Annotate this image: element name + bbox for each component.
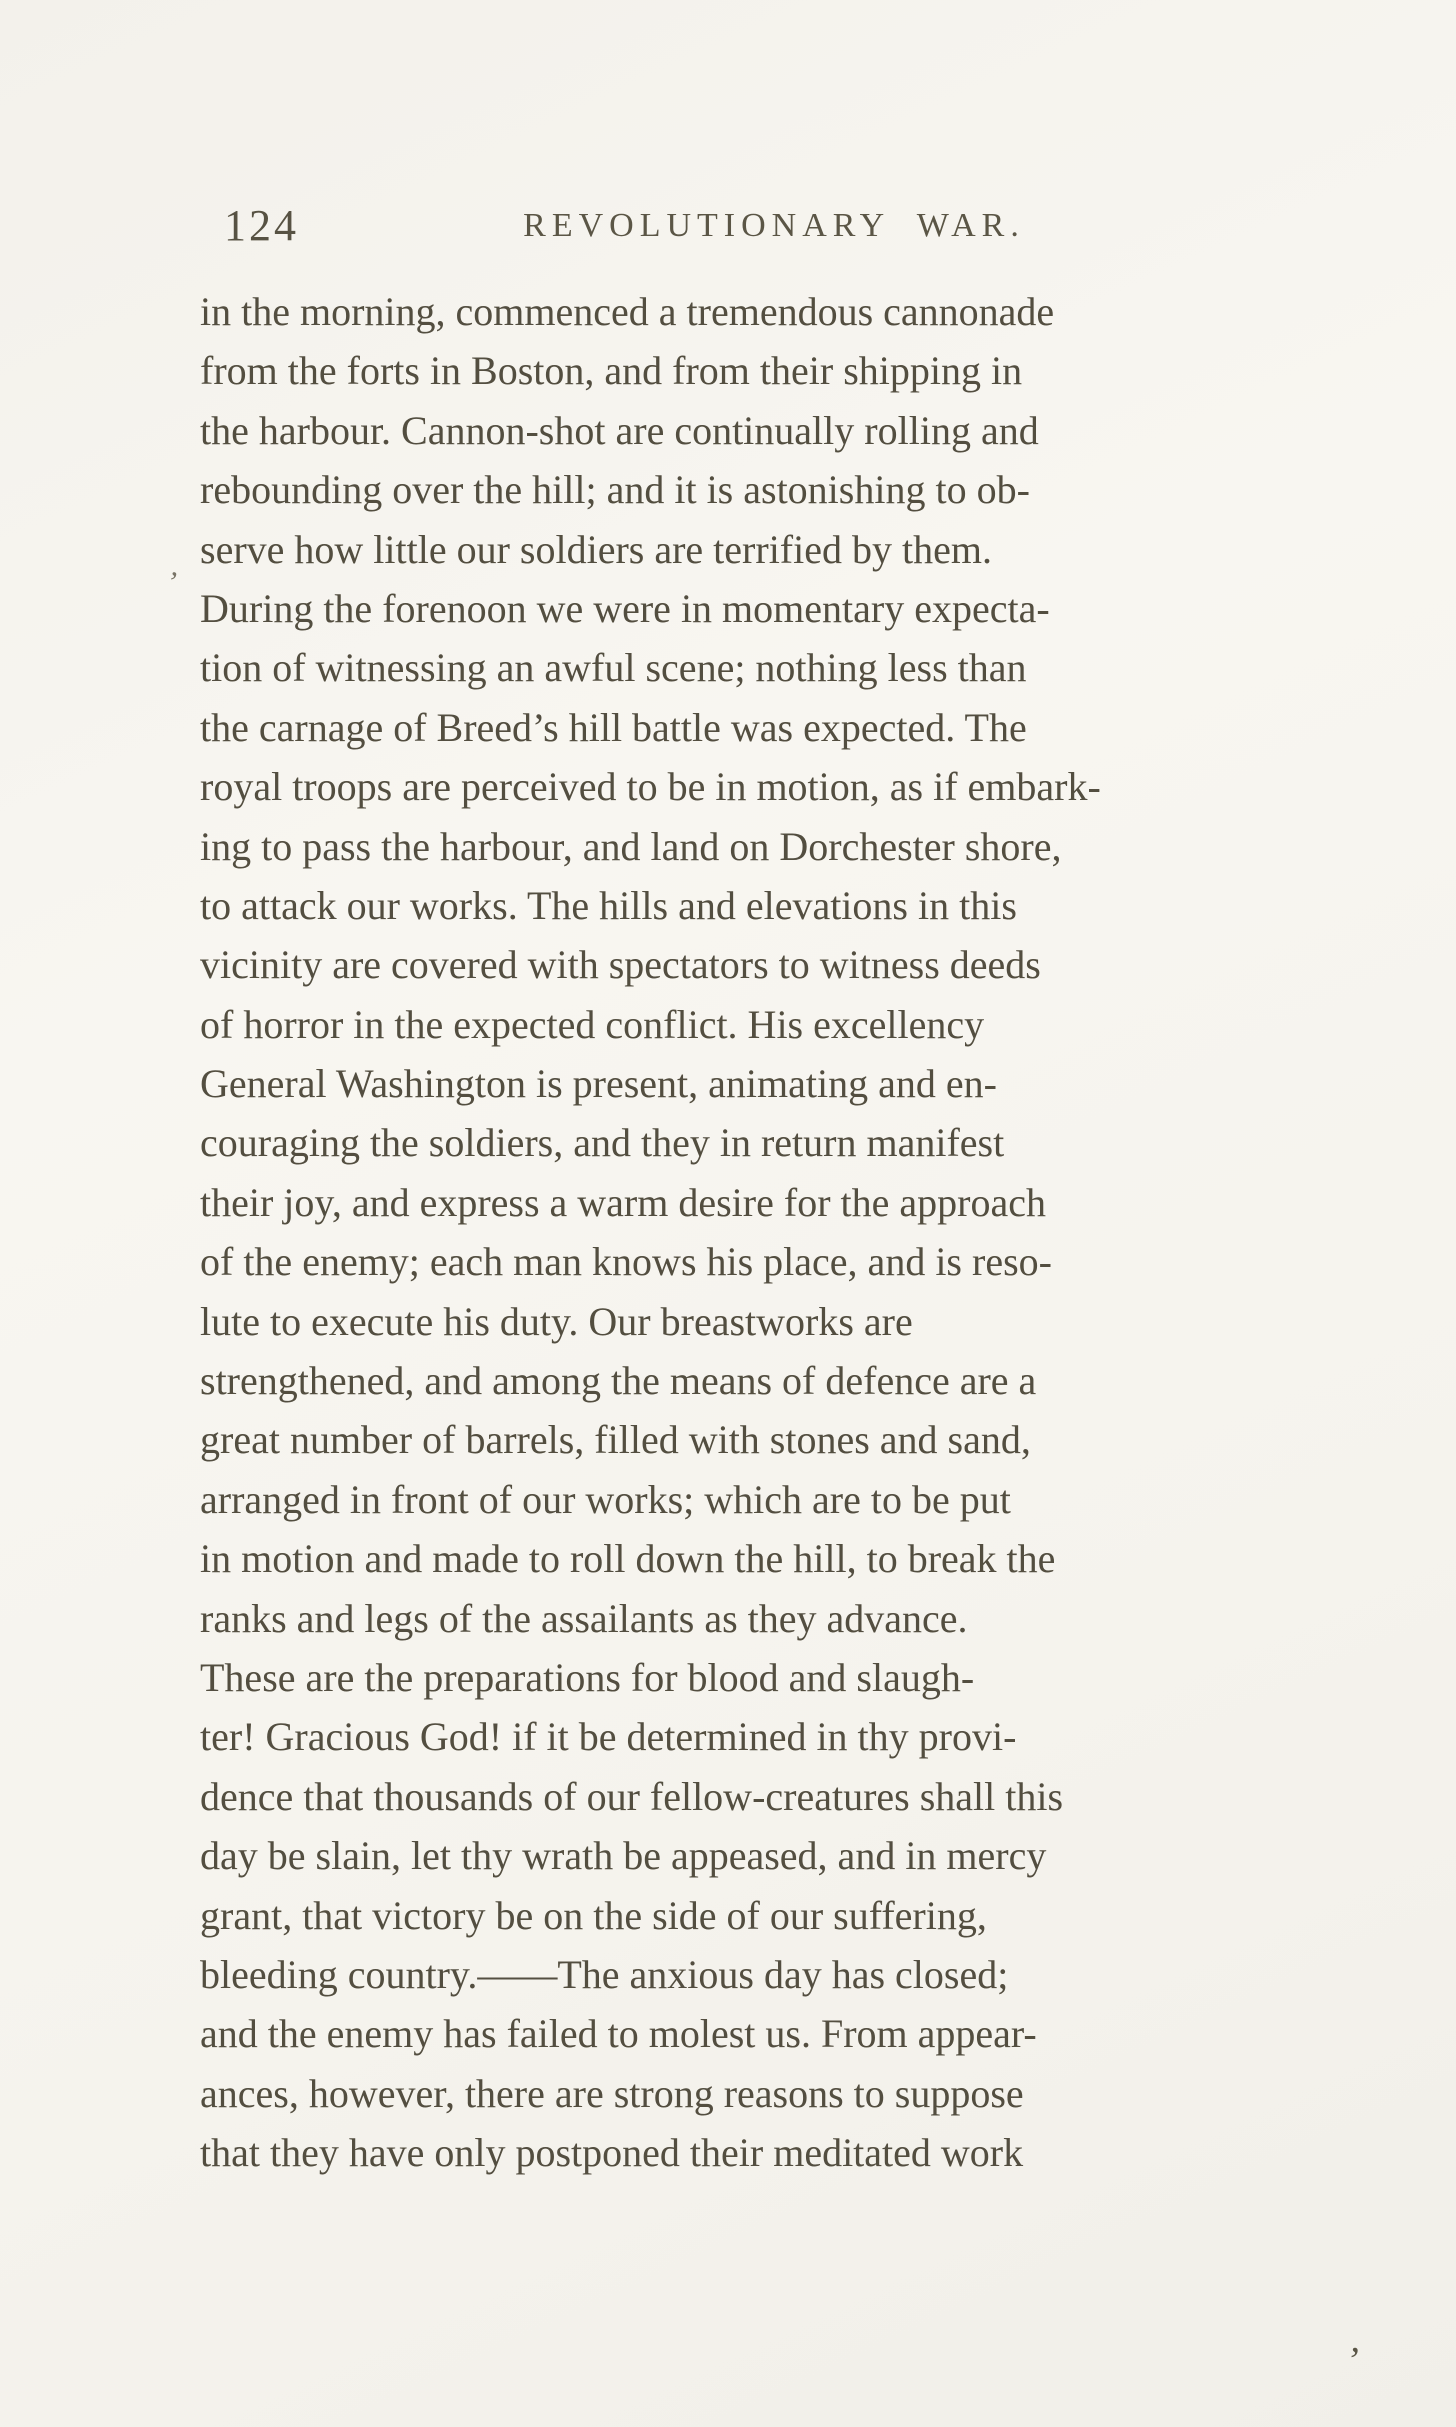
- margin-ink-speck: ’: [165, 565, 181, 600]
- page-number: 124: [224, 201, 299, 250]
- text-line: bleeding country.——The anxious day has closed;: [200, 1951, 1009, 1997]
- text-line: the carnage of Breed’s hill battle was expected. The: [200, 704, 1027, 750]
- text-line: serve how little our soldiers are terrified by them.: [200, 526, 992, 572]
- text-line: to attack our works. The hills and elevations in this: [200, 882, 1017, 928]
- text-line: of the enemy; each man knows his place, and is reso-: [200, 1239, 1052, 1285]
- text-line: ances, however, there are strong reasons to suppose: [200, 2070, 1024, 2116]
- text-line: royal troops are perceived to be in motion, as if embark-: [200, 764, 1101, 810]
- text-line: and the enemy has failed to molest us. From appear-: [200, 2011, 1037, 2057]
- text-line: rebounding over the hill; and it is astonishing to ob-: [200, 467, 1030, 513]
- text-line: During the forenoon we were in momentary expecta-: [200, 585, 1050, 631]
- text-line: tion of witnessing an awful scene; nothing less than: [200, 645, 1027, 691]
- text-line: grant, that victory be on the side of our suffering,: [200, 1892, 987, 1938]
- text-line: arranged in front of our works; which are to be put: [200, 1476, 1011, 1522]
- text-line: from the forts in Boston, and from their shipping in: [200, 348, 1023, 394]
- text-line: great number of barrels, filled with stones and sand,: [200, 1417, 1031, 1463]
- text-line: ter! Gracious God! if it be determined in thy provi-: [200, 1714, 1017, 1760]
- text-line: ranks and legs of the assailants as they advance.: [200, 1595, 968, 1641]
- text-line: in the morning, commenced a tremendous cannonade: [200, 289, 1055, 334]
- text-line: strengthened, and among the means of defence are a: [200, 1358, 1037, 1404]
- text-line: that they have only postponed their meditated work: [200, 2130, 1024, 2176]
- text-line: lute to execute his duty. Our breastworks are: [200, 1298, 913, 1344]
- text-line: couraging the soldiers, and they in return manifest: [200, 1120, 1005, 1166]
- text-line: of horror in the expected conflict. His excellency: [200, 1001, 985, 1047]
- text-line: General Washington is present, animating and en-: [200, 1061, 997, 1107]
- body-text-block: [200, 282, 1348, 2183]
- text-line: their joy, and express a warm desire for the approach: [200, 1179, 1046, 1225]
- page-content: [200, 0, 1348, 2427]
- corner-ink-speck: ’: [1346, 2339, 1363, 2383]
- text-line: dence that thousands of our fellow-creatures shall this: [200, 1773, 1064, 1819]
- text-line: the harbour. Cannon-shot are continually rolling and: [200, 407, 1039, 453]
- text-line: in motion and made to roll down the hill, to break the: [200, 1536, 1056, 1582]
- text-line: These are the preparations for blood and slaugh-: [200, 1654, 975, 1700]
- running-header-title: REVOLUTIONARY WAR.: [523, 207, 1025, 244]
- text-line: vicinity are covered with spectators to witness deeds: [200, 942, 1041, 988]
- text-line: day be slain, let thy wrath be appeased, and in mercy: [200, 1833, 1047, 1879]
- text-line: ing to pass the harbour, and land on Dorchester shore,: [200, 823, 1062, 869]
